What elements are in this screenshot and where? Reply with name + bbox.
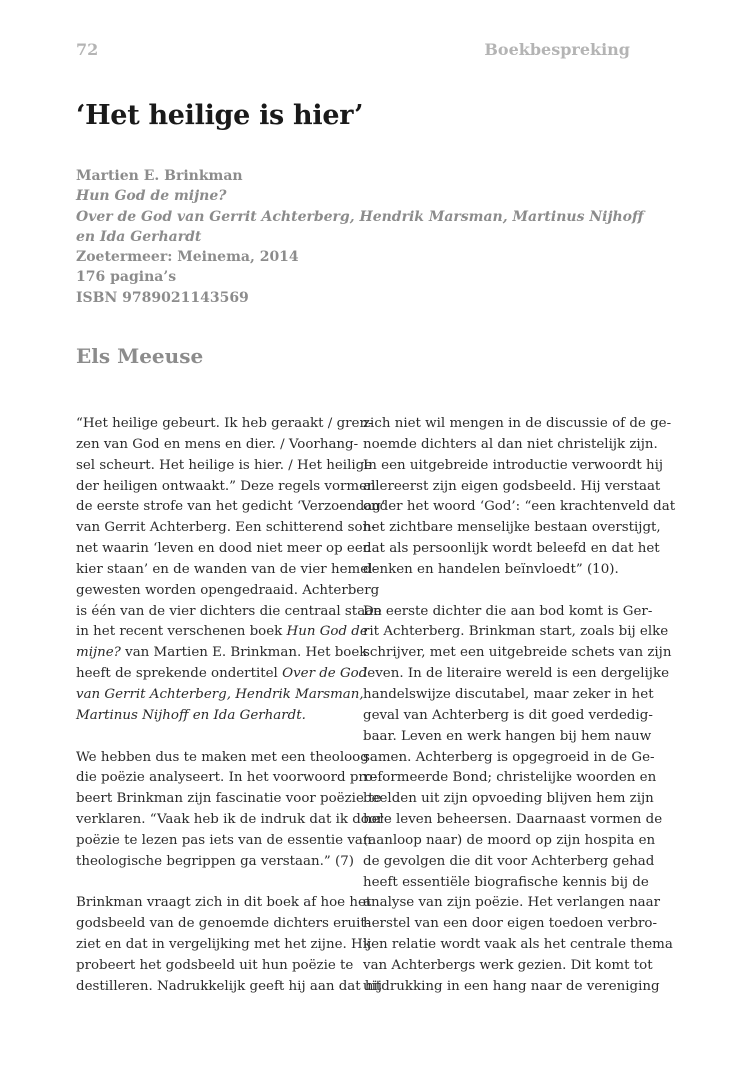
text-line: poëzie te lezen pas iets van de essentie van	[76, 832, 372, 848]
text-line: theologische begrippen ga verstaan.” (7)	[76, 853, 354, 869]
text-line: reformeerde Bond; christelijke woorden en	[363, 770, 657, 786]
text-line: probeert het godsbeeld uit hun poëzie te	[76, 957, 354, 973]
text-line: uitdrukking in een hang naar de vereniging	[363, 978, 660, 994]
text-line: der heiligen ontwaakt.” Deze regels vormen	[76, 478, 376, 494]
text-line: onder het woord ‘God’: “een krachtenveld dat	[363, 499, 676, 515]
text-line: zich niet wil mengen in de discussie of de ge-	[363, 416, 672, 431]
text-line: verklaren. “Vaak heb ik de indruk dat ik door	[76, 812, 384, 828]
book-subtitle-1: Over de God van Gerrit Achterberg, Hendrik Marsman, Martinus Nijhoff	[76, 208, 644, 225]
text-line: handelswijze discutabel, maar zeker in het	[363, 686, 654, 702]
text-line: de gevolgen die dit voor Achterberg gehad	[363, 853, 655, 869]
text-line: is één van de vier dichters die centraal staan	[76, 603, 382, 619]
text-line: samen. Achterberg is opgegroeid in de Ge-	[363, 749, 655, 765]
subtitle-italic: Over de God	[282, 666, 368, 682]
text-line: heeft essentiële biografische kennis bij de	[363, 874, 649, 890]
right-column	[363, 414, 676, 998]
text-line: leven. In de literaire wereld is een dergelijke	[363, 666, 669, 682]
subtitle-italic: Martinus Nijhoff en Ida Gerhardt.	[76, 707, 306, 723]
text-line: allereerst zijn eigen godsbeeld. Hij verstaat	[363, 478, 661, 494]
text-line: sel scheurt. Het heilige is hier. / Het heilige	[76, 457, 373, 473]
page-number: 72	[76, 40, 99, 59]
text-line: denken en handelen beïnvloedt” (10).	[363, 561, 619, 577]
text-line: gewesten worden opengedraaid. Achterberg	[76, 582, 380, 598]
text-line: hele leven beheersen. Daarnaast vormen de	[363, 812, 663, 828]
text-line	[76, 685, 364, 706]
text-line: geval van Achterberg is dit goed verdedig-	[363, 707, 653, 723]
book-publisher: Zoetermeer: Meinema, 2014	[76, 249, 299, 266]
text-line: het zichtbare menselijke bestaan overstijgt,	[363, 520, 661, 536]
section-title: Boekbespreking	[484, 40, 630, 59]
book-title-italic: mijne?	[76, 645, 121, 661]
text-line: rit Achterberg. Brinkman start, zoals bij elke	[363, 624, 669, 640]
text-line: ken relatie wordt vaak als het centrale thema	[363, 937, 673, 953]
text-line: Brinkman vraagt zich in dit boek af hoe het	[76, 895, 372, 911]
text-line: kier staan’ en de wanden van de vier hemel-	[76, 561, 377, 577]
text-line: “Het heilige gebeurt. Ik heb geraakt / gren-	[76, 416, 373, 431]
text-line: godsbeeld van de genoemde dichters eruit-	[76, 916, 371, 932]
book-subtitle-2: en Ida Gerhardt	[76, 228, 202, 245]
text-run: heeft de sprekende ondertitel	[76, 666, 283, 682]
text-line: de eerste strofe van het gedicht ‘Verzoendag’	[76, 499, 386, 515]
text-line: dat als persoonlijk wordt beleefd en dat het	[363, 541, 660, 557]
text-line: In een uitgebreide introductie verwoordt hij	[363, 457, 664, 473]
text-line: beert Brinkman zijn fascinatie voor poëzie te	[76, 791, 382, 807]
text-line: destilleren. Nadrukkelijk geeft hij aan dat hij	[76, 978, 382, 994]
subtitle-italic: van Gerrit Achterberg, Hendrik Marsman,	[76, 686, 364, 702]
left-column	[76, 414, 386, 998]
text-line	[76, 622, 368, 643]
text-line	[76, 643, 368, 664]
text-line: van Achterbergs werk gezien. Dit komt tot	[363, 957, 653, 973]
text-line: noemde dichters al dan niet christelijk zijn.	[363, 436, 658, 452]
text-line: zen van God en mens en dier. / Voorhang-	[76, 436, 359, 452]
text-line: De eerste dichter die aan bod komt is Ger-	[363, 603, 653, 619]
text-line: (aanloop naar) de moord op zijn hospita en	[363, 832, 656, 848]
text-line: analyse van zijn poëzie. Het verlangen naar	[363, 895, 661, 911]
text-run: van Martien E. Brinkman. Het boek	[120, 645, 368, 661]
text-line: We hebben dus te maken met een theoloog	[76, 749, 369, 765]
book-pages: 176 pagina’s	[76, 269, 177, 286]
text-line: beelden uit zijn opvoeding blijven hem zijn	[363, 791, 654, 807]
book-author: Martien E. Brinkman	[76, 168, 243, 184]
text-line: van Gerrit Achterberg. Een schitterend son-	[76, 520, 376, 536]
text-line	[76, 664, 368, 685]
book-details	[76, 166, 644, 308]
article-title: ‘Het heilige is hier’	[76, 100, 364, 131]
reviewer-name: Els Meeuse	[76, 344, 204, 368]
text-line	[76, 706, 342, 727]
book-title: Hun God de mijne?	[76, 188, 227, 205]
book-isbn: ISBN 9789021143569	[76, 289, 249, 306]
text-run: in het recent verschenen boek	[76, 624, 287, 640]
text-line: baar. Leven en werk hangen bij hem nauw	[363, 728, 652, 744]
text-line: ziet en dat in vergelijking met het zijne. Hij	[76, 937, 372, 953]
text-line: die poëzie analyseert. In het voorwoord pro-	[76, 770, 378, 786]
text-line: schrijver, met een uitgebreide schets van zijn	[363, 645, 672, 661]
text-line: net waarin ‘leven en dood niet meer op een	[76, 541, 372, 557]
book-title-italic: Hun God de	[286, 624, 368, 640]
text-line: herstel van een door eigen toedoen verbro-	[363, 916, 658, 932]
